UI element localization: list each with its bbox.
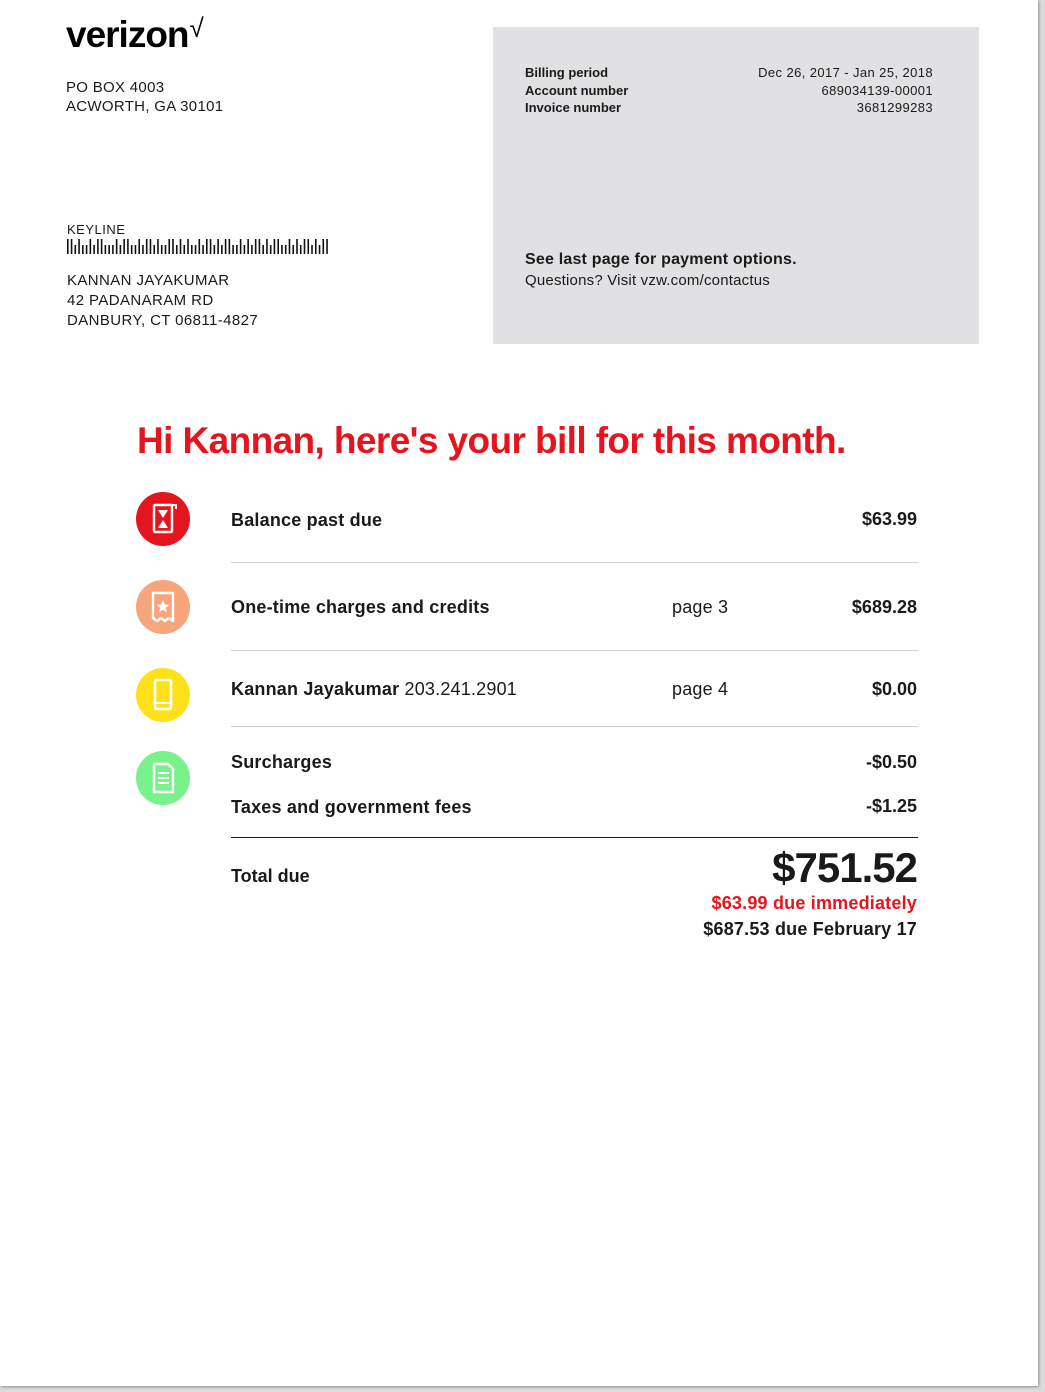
return-address [66,78,223,116]
barcode-bar [277,239,279,254]
due-later-note: $687.53 due February 17 [703,919,917,939]
barcode-bar [153,245,155,254]
one-time-charges-page-link[interactable]: page 3 [672,597,729,617]
surcharges-label: Surcharges [231,752,333,772]
recipient-street: 42 PADANARAM RD [67,292,214,309]
barcode-bar [255,239,257,254]
barcode-bar [229,239,231,254]
surcharges-amount: -$0.50 [865,752,917,772]
barcode-bar [326,239,328,254]
return-address-line2: ACWORTH, GA 30101 [66,98,224,115]
barcode-bar [176,245,178,254]
invoice-number-label: Invoice number [525,100,622,115]
row-divider [231,562,918,563]
line-phone-number: 203.241.2901 [404,679,517,699]
barcode-bar [157,239,159,254]
line-page-link[interactable]: page 4 [672,679,729,699]
recipient-address [67,271,258,331]
barcode-bar [187,239,189,254]
barcode-bar [105,245,107,254]
barcode-bar [101,239,103,254]
barcode-bar [108,245,110,254]
barcode-bar [236,245,238,254]
barcode-bar [135,245,137,254]
keyline-label: KEYLINE [67,222,126,237]
recipient-name: KANNAN JAYAKUMAR [67,272,230,289]
line-owner-name: Kannan Jayakumar [231,679,400,699]
barcode-bar [168,239,170,254]
billing-period-value: Dec 26, 2017 - Jan 25, 2018 [758,65,933,80]
barcode-bar [120,245,122,254]
barcode-bar [180,239,182,254]
due-immediately-note: $63.99 due immediately [711,893,917,913]
barcode-bar [244,245,246,254]
account-number-label: Account number [525,83,629,98]
balance-past-due-label: Balance past due [231,510,383,530]
taxes-amount: -$1.25 [865,796,917,816]
barcode-bar [93,245,95,254]
barcode-bar [315,239,317,254]
postal-barcode [67,239,337,255]
account-number-value: 689034139-00001 [821,83,933,98]
barcode-bar [191,245,193,254]
total-due-label: Total due [231,866,310,886]
taxes-label: Taxes and government fees [231,797,472,817]
barcode-bar [296,239,298,254]
barcode-bar [195,245,197,254]
barcode-bar [75,245,77,254]
one-time-charges-label: One-time charges and credits [231,597,490,617]
barcode-bar [71,239,73,254]
invoice-number-value: 3681299283 [856,100,933,115]
barcode-bar [304,239,306,254]
barcode-bar [78,239,80,254]
barcode-bar [281,245,283,254]
barcode-bar [285,245,287,254]
barcode-bar [150,239,152,254]
barcode-bar [232,245,234,254]
barcode-bar [127,239,129,254]
barcode-bar [292,245,294,254]
barcode-bar [259,239,261,254]
barcode-bar [131,245,133,254]
barcode-bar [247,239,249,254]
barcode-bar [172,239,174,254]
barcode-bar [289,239,291,254]
barcode-bar [199,239,201,254]
row-divider [231,650,918,651]
logo-wordmark: verizon [66,14,189,55]
check-mark-icon: √ [189,13,203,43]
barcode-bar [90,239,92,254]
document-icon [136,751,190,805]
barcode-bar [97,239,99,254]
barcode-bar [217,239,219,254]
payment-note: See last page for payment options. [525,251,797,268]
barcode-bar [142,245,144,254]
account-info-box [493,27,979,344]
barcode-bar [251,245,253,254]
invoice-number-row [525,99,933,116]
barcode-bar [146,239,148,254]
billing-period-row [525,64,933,81]
hourglass-icon [136,492,190,546]
barcode-bar [116,239,118,254]
barcode-bar [274,239,276,254]
recipient-city: DANBURY, CT 06811-4827 [67,312,259,329]
barcode-bar [307,239,309,254]
barcode-bar [138,239,140,254]
barcode-bar [322,239,324,254]
barcode-bar [311,245,313,254]
barcode-bar [123,239,125,254]
total-due-amount: $751.52 [772,844,917,891]
barcode-bar [266,239,268,254]
contact-link[interactable]: Questions? Visit vzw.com/contactus [525,272,770,289]
barcode-bar [225,239,227,254]
barcode-bar [183,245,185,254]
barcode-bar [202,245,204,254]
barcode-bar [300,245,302,254]
barcode-bar [270,245,272,254]
barcode-bar [112,245,114,254]
receipt-icon [136,580,190,634]
one-time-charges-amount: $689.28 [851,597,917,617]
barcode-bar [221,245,223,254]
barcode-bar [165,245,167,254]
barcode-bar [210,239,212,254]
barcode-bar [206,239,208,254]
barcode-bar [67,239,69,254]
greeting-headline: Hi Kannan, here's your bill for this month. [137,420,846,461]
barcode-bar [86,245,88,254]
barcode-bar [82,245,84,254]
barcode-bar [214,245,216,254]
total-divider [231,837,918,838]
return-address-line1: PO BOX 4003 [66,79,165,96]
barcode-bar [262,245,264,254]
phone-icon [136,668,190,722]
barcode-bar [319,245,321,254]
line-amount: $0.00 [871,679,917,699]
row-divider [231,726,918,727]
verizon-logo [66,14,203,56]
barcode-bar [240,239,242,254]
barcode-bar [161,245,163,254]
line-owner-label [231,679,517,700]
balance-past-due-amount: $63.99 [861,509,917,529]
account-number-row [525,82,933,99]
billing-period-label: Billing period [525,65,609,80]
